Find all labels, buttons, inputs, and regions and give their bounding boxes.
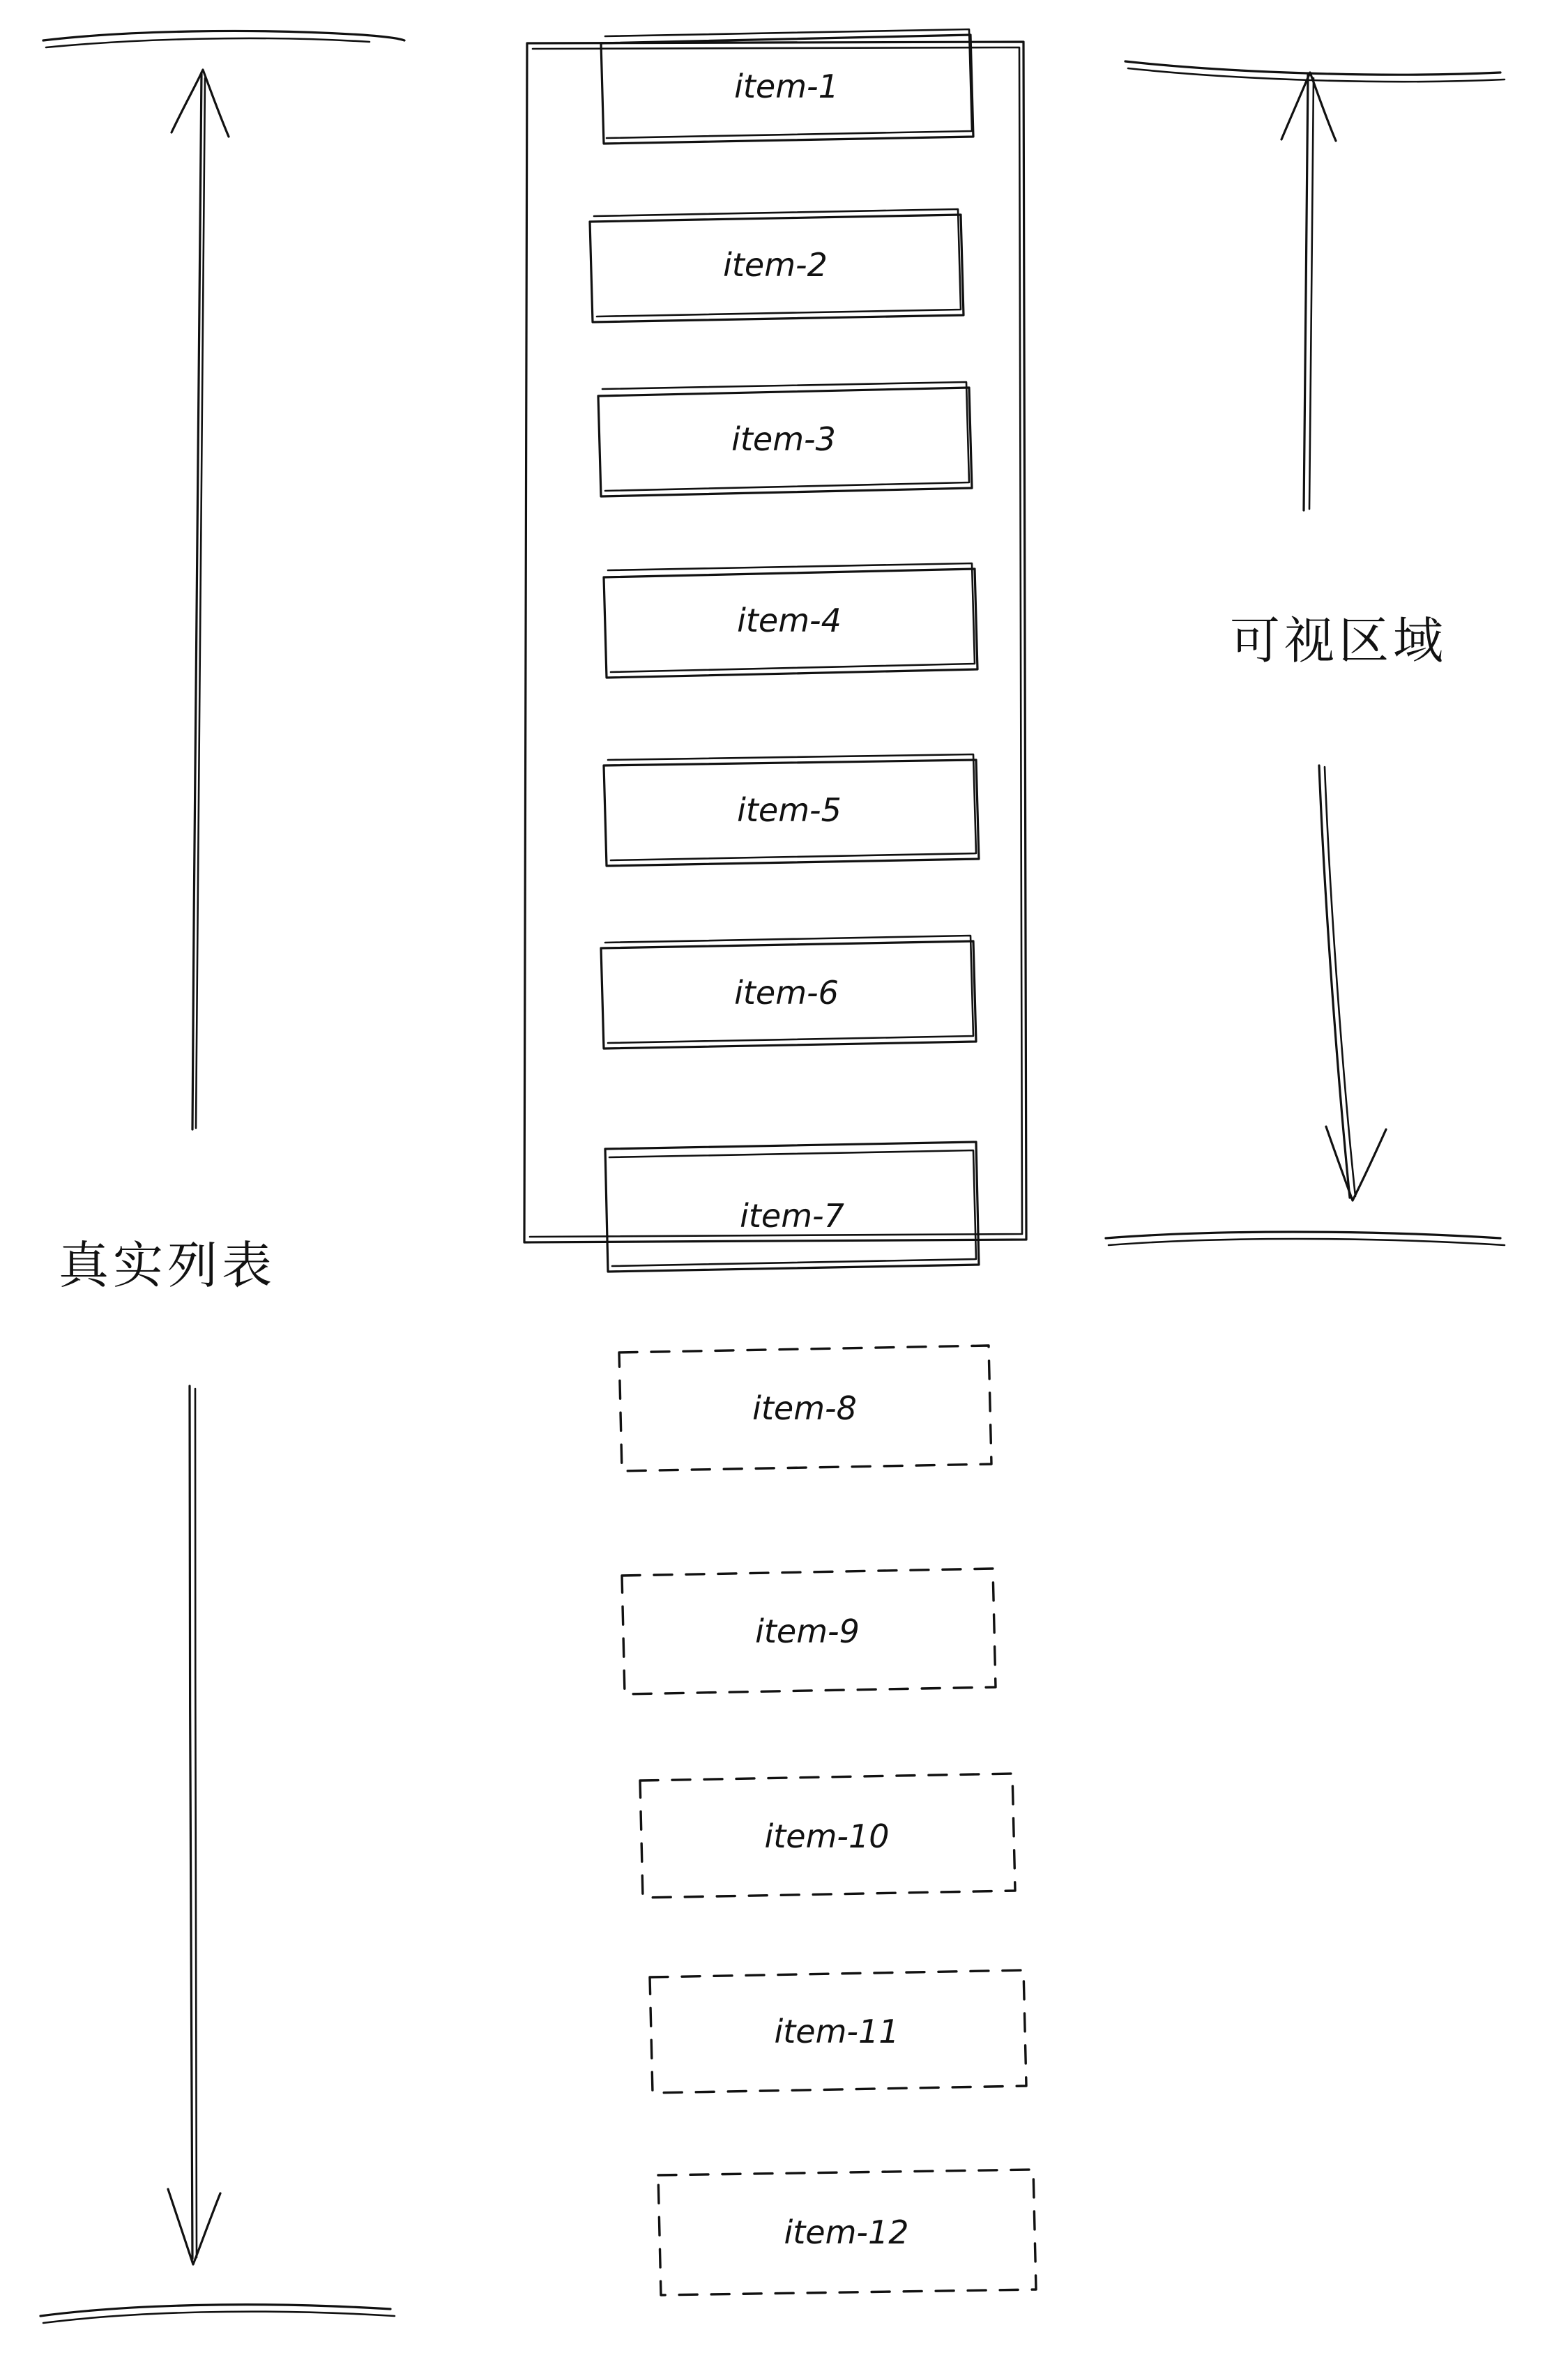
hidden-item-list [619,1346,1036,2295]
right-label-viewport: 可视区域 [1230,611,1448,670]
item-label: item-4 [737,602,842,639]
list-item[interactable] [640,1774,1015,1898]
item-label: item-10 [764,1818,890,1855]
item-label: item-3 [731,420,836,458]
item-label: item-11 [774,2013,899,2050]
item-label: item-7 [740,1197,844,1235]
left-label-real-list: 真实列表 [59,1236,277,1295]
list-item[interactable] [658,2170,1036,2295]
list-item[interactable] [601,936,976,1049]
right-upper-arrow-shaft [1304,74,1308,510]
item-label: item-5 [737,791,842,829]
visible-item-list [590,29,979,1272]
left-top-boundary-line-2 [46,38,370,47]
right-bottom-boundary-line-2 [1109,1239,1505,1245]
left-lower-arrow-shaft-2 [195,1389,197,2257]
list-item[interactable] [650,1970,1026,2093]
right-lower-arrow-head [1326,1127,1386,1201]
item-label: item-6 [734,974,839,1012]
viewport-frame-outline-2 [530,47,1022,1237]
item-label: item-12 [784,2214,909,2251]
left-lower-arrow-shaft [190,1386,192,2259]
list-item[interactable] [622,1569,996,1694]
list-item[interactable] [598,382,972,496]
right-lower-arrow-shaft-2 [1325,767,1355,1196]
left-lower-arrow-head [168,2189,220,2264]
list-item[interactable] [604,563,977,678]
left-measure-group [40,31,404,2323]
left-bottom-boundary-line [40,2305,390,2316]
list-item[interactable] [601,29,973,144]
list-item[interactable] [604,754,979,866]
right-lower-arrow-shaft [1319,765,1350,1198]
left-bottom-boundary-line-2 [43,2312,395,2323]
item-label: item-8 [752,1389,857,1427]
list-item[interactable] [619,1346,991,1471]
right-upper-arrow-shaft-2 [1309,78,1314,509]
item-label: item-1 [734,68,839,105]
right-measure-group [1106,61,1505,1245]
list-item[interactable] [605,1142,979,1272]
list-item[interactable] [590,209,964,322]
right-bottom-boundary-line [1106,1232,1500,1238]
item-label: item-2 [723,246,828,284]
item-label: item-9 [755,1613,860,1650]
